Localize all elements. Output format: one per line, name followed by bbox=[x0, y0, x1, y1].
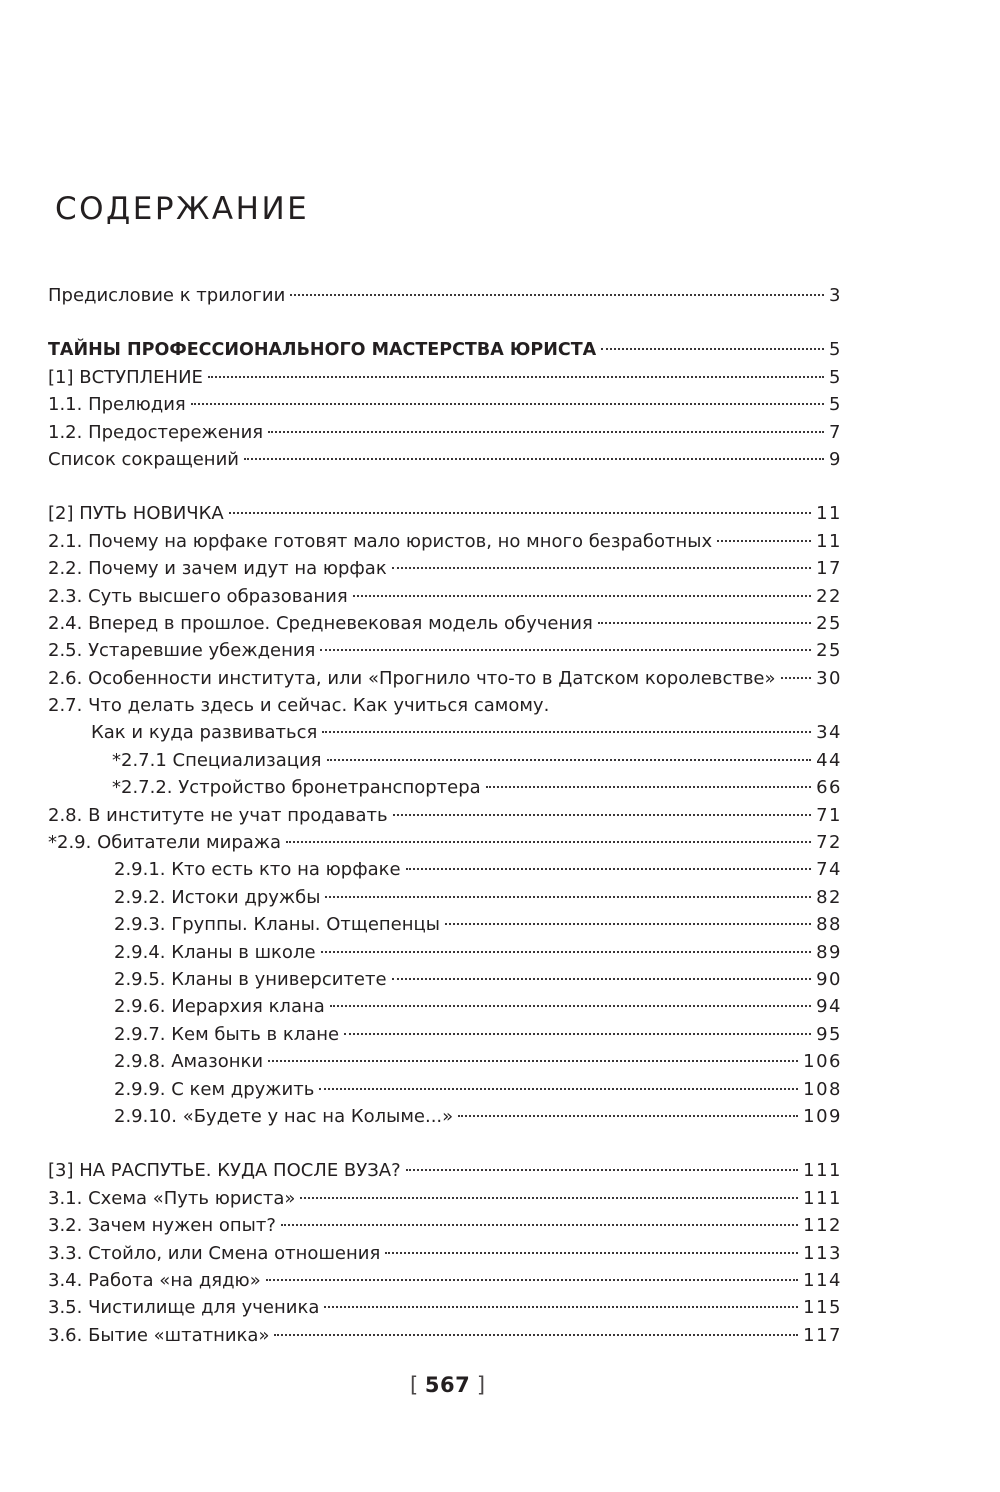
dot-leader bbox=[717, 540, 811, 542]
toc-entry[interactable] bbox=[48, 1021, 842, 1048]
toc-entry-title: 2.9.4. Кланы в школе bbox=[114, 941, 316, 963]
toc-entry-page: 66 bbox=[816, 777, 842, 799]
toc-entry-title: ТАЙНЫ ПРОФЕССИОНАЛЬНОГО МАСТЕРСТВА ЮРИСТА bbox=[48, 340, 597, 361]
dot-leader bbox=[320, 649, 811, 651]
toc-entry-page: 17 bbox=[816, 558, 842, 580]
dot-leader bbox=[319, 1088, 798, 1090]
dot-leader bbox=[344, 1033, 811, 1035]
toc-entry-title: 2.9.9. С кем дружить bbox=[114, 1078, 315, 1100]
toc-entry[interactable] bbox=[48, 555, 842, 582]
toc-entry-page: 72 bbox=[816, 832, 842, 854]
toc-entry-page: 5 bbox=[829, 366, 842, 388]
toc-entry-page: 113 bbox=[803, 1242, 842, 1264]
toc-entry[interactable] bbox=[48, 500, 842, 527]
toc-entry[interactable] bbox=[48, 1157, 842, 1184]
toc-entry[interactable] bbox=[48, 364, 842, 391]
toc-entry[interactable] bbox=[48, 884, 842, 911]
dot-leader bbox=[327, 759, 812, 761]
toc-entry-page: 5 bbox=[829, 394, 842, 416]
dot-leader bbox=[208, 376, 824, 378]
toc-entry-title: *2.7.1 Специализация bbox=[112, 749, 322, 771]
dot-leader bbox=[274, 1334, 798, 1336]
toc-entry[interactable] bbox=[48, 1185, 842, 1212]
toc-entry-page: 44 bbox=[816, 749, 842, 771]
toc-entry-page: 7 bbox=[829, 421, 842, 443]
toc-entry[interactable] bbox=[48, 1212, 842, 1239]
toc-entry-title: 3.4. Работа «на дядю» bbox=[48, 1269, 261, 1291]
toc-entry-page: 89 bbox=[816, 941, 842, 963]
dot-leader bbox=[300, 1197, 798, 1199]
toc-entry[interactable] bbox=[48, 1240, 842, 1267]
toc-entry[interactable] bbox=[48, 282, 842, 309]
toc-entry-page: 109 bbox=[803, 1105, 842, 1127]
dot-leader bbox=[601, 348, 824, 350]
toc-entry[interactable] bbox=[48, 1294, 842, 1321]
toc-entry[interactable] bbox=[48, 528, 842, 555]
toc-entry[interactable] bbox=[48, 610, 842, 637]
toc-entry-title: 1.1. Прелюдия bbox=[48, 394, 186, 416]
toc-entry-page: 11 bbox=[816, 530, 842, 552]
toc-entry-title: 2.9.3. Группы. Кланы. Отщепенцы bbox=[114, 914, 440, 936]
toc-entry[interactable] bbox=[48, 911, 842, 938]
toc-entry-title: 2.4. Вперед в прошлое. Средневековая модель обучения bbox=[48, 612, 593, 634]
toc-entry-page: 108 bbox=[803, 1078, 842, 1100]
toc-entry[interactable] bbox=[48, 446, 842, 473]
dot-leader bbox=[281, 1224, 798, 1226]
dot-leader bbox=[268, 431, 824, 433]
toc-entry-page: 34 bbox=[816, 722, 842, 744]
dot-leader bbox=[290, 294, 824, 296]
toc-entry-page: 95 bbox=[816, 1023, 842, 1045]
dot-leader bbox=[392, 978, 812, 980]
toc-entry-page: 3 bbox=[829, 285, 842, 306]
toc-entry-page: 30 bbox=[816, 667, 842, 689]
dot-leader bbox=[325, 896, 811, 898]
toc-entry[interactable] bbox=[48, 391, 842, 418]
folio-bracket-open: [ bbox=[410, 1373, 419, 1397]
dot-leader bbox=[385, 1252, 798, 1254]
toc-entry-page: 71 bbox=[816, 804, 842, 826]
toc-entry-page: 112 bbox=[803, 1215, 842, 1237]
dot-leader bbox=[244, 458, 824, 460]
toc-entry-page: 111 bbox=[803, 1187, 842, 1209]
toc-entry-page: 114 bbox=[803, 1269, 842, 1291]
toc-entry-title: 2.9.8. Амазонки bbox=[114, 1051, 264, 1073]
toc-entry[interactable] bbox=[48, 719, 842, 746]
toc-entry[interactable] bbox=[48, 1103, 842, 1130]
folio-bracket-close: ] bbox=[476, 1373, 486, 1397]
toc-entry-title: 3.6. Бытие «штатника» bbox=[48, 1324, 270, 1346]
toc-entry-title: 2.9.2. Истоки дружбы bbox=[114, 886, 321, 908]
toc-entry-title: 2.9.5. Кланы в университете bbox=[114, 968, 387, 990]
toc-entry-title: 2.9.7. Кем быть в клане bbox=[114, 1023, 340, 1045]
folio-number: 567 bbox=[424, 1373, 471, 1397]
toc-entry-page: 94 bbox=[816, 996, 842, 1018]
toc-entry[interactable] bbox=[48, 856, 842, 883]
toc-entry[interactable] bbox=[48, 1076, 842, 1103]
toc-entry-title: 3.5. Чистилище для ученика bbox=[48, 1297, 320, 1319]
dot-leader bbox=[445, 923, 811, 925]
toc-entry-title: [1] ВСТУПЛЕНИЕ bbox=[48, 366, 203, 388]
toc-entry-page: 111 bbox=[803, 1160, 842, 1182]
toc-entry-title: 3.2. Зачем нужен опыт? bbox=[48, 1215, 276, 1237]
dot-leader bbox=[191, 403, 824, 405]
toc-entry-page: 22 bbox=[816, 585, 842, 607]
toc-entry-page: 5 bbox=[829, 339, 842, 361]
dot-leader bbox=[324, 1306, 798, 1308]
toc-entry-page: 90 bbox=[816, 968, 842, 990]
toc-entry-title: 2.6. Особенности института, или «Прогнило что-то в Датском королевстве» bbox=[48, 667, 776, 689]
dot-leader bbox=[268, 1060, 798, 1062]
toc-entry[interactable] bbox=[48, 802, 842, 829]
dot-leader bbox=[286, 841, 811, 843]
toc-entry-page: 115 bbox=[803, 1297, 842, 1319]
dot-leader bbox=[393, 814, 811, 816]
toc-entry-page: 88 bbox=[816, 914, 842, 936]
toc-entry-title: 2.9.10. «Будете у нас на Колыме...» bbox=[114, 1105, 454, 1127]
toc-entry-title: 2.9.1. Кто есть кто на юрфаке bbox=[114, 859, 401, 881]
toc-entry-title: 2.9.6. Иерархия клана bbox=[114, 996, 325, 1018]
toc-entry[interactable] bbox=[48, 419, 842, 446]
toc-entry-title: *2.9. Обитатели миража bbox=[48, 832, 282, 854]
toc-entry[interactable] bbox=[48, 774, 842, 801]
dot-leader bbox=[781, 677, 812, 679]
toc-entry-page: 25 bbox=[816, 612, 842, 634]
dot-leader bbox=[392, 567, 811, 569]
toc-entry[interactable] bbox=[48, 692, 842, 719]
toc-entry-title: 3.3. Стойло, или Смена отношения bbox=[48, 1242, 381, 1264]
toc-entry-title: 2.2. Почему и зачем идут на юрфак bbox=[48, 558, 387, 580]
toc-entry-page: 106 bbox=[803, 1051, 842, 1073]
toc-entry[interactable] bbox=[48, 1267, 842, 1294]
toc-entry[interactable] bbox=[48, 637, 842, 664]
toc-entry[interactable] bbox=[48, 583, 842, 610]
toc-entry-title: 2.3. Суть высшего образования bbox=[48, 585, 348, 607]
toc-entry-title: 2.8. В институте не учат продавать bbox=[48, 804, 388, 826]
dot-leader bbox=[266, 1279, 798, 1281]
toc-entry-page: 82 bbox=[816, 886, 842, 908]
page-title: СОДЕРЖАНИЕ bbox=[55, 190, 310, 227]
dot-leader bbox=[406, 868, 812, 870]
toc-entry-title: 2.5. Устаревшие убеждения bbox=[48, 640, 316, 662]
dot-leader bbox=[458, 1115, 798, 1117]
toc-entry[interactable] bbox=[48, 1322, 842, 1349]
toc-entry-title: 3.1. Схема «Путь юриста» bbox=[48, 1187, 296, 1209]
dot-leader bbox=[353, 595, 811, 597]
toc-entry-title: *2.7.2. Устройство бронетранспортера bbox=[112, 777, 481, 799]
toc-entry-title: Предисловие к трилогии bbox=[48, 285, 286, 306]
table-of-contents bbox=[48, 282, 842, 1349]
dot-leader bbox=[598, 622, 811, 624]
dot-leader bbox=[321, 951, 812, 953]
toc-entry[interactable] bbox=[48, 747, 842, 774]
toc-entry[interactable] bbox=[48, 939, 842, 966]
dot-leader bbox=[486, 786, 811, 788]
dot-leader bbox=[406, 1169, 798, 1171]
dot-leader bbox=[229, 512, 811, 514]
toc-entry[interactable] bbox=[48, 336, 842, 363]
toc-entry-page: 9 bbox=[829, 448, 842, 470]
toc-entry-page: 25 bbox=[816, 640, 842, 662]
page-number bbox=[410, 1373, 485, 1397]
toc-entry-title: [3] НА РАСПУТЬЕ. КУДА ПОСЛЕ ВУЗА? bbox=[48, 1160, 401, 1182]
toc-entry[interactable] bbox=[48, 966, 842, 993]
toc-entry[interactable] bbox=[48, 665, 842, 692]
toc-entry-title: [2] ПУТЬ НОВИЧКА bbox=[48, 503, 224, 525]
toc-entry-title: 2.7. Что делать здесь и сейчас. Как учиться самому. bbox=[48, 695, 550, 717]
toc-entry-page: 74 bbox=[816, 859, 842, 881]
toc-entry-title: Как и куда развиваться bbox=[91, 722, 318, 744]
toc-entry-title: Список сокращений bbox=[48, 448, 239, 470]
toc-entry[interactable] bbox=[48, 993, 842, 1020]
toc-entry-title: 2.1. Почему на юрфаке готовят мало юристов, но много безработных bbox=[48, 530, 713, 552]
toc-entry-page: 117 bbox=[803, 1324, 842, 1346]
dot-leader bbox=[322, 731, 811, 733]
toc-entry-title: 1.2. Предостережения bbox=[48, 421, 264, 443]
toc-entry[interactable] bbox=[48, 829, 842, 856]
toc-entry-page: 11 bbox=[816, 503, 842, 525]
dot-leader bbox=[330, 1005, 811, 1007]
toc-entry[interactable] bbox=[48, 1048, 842, 1075]
